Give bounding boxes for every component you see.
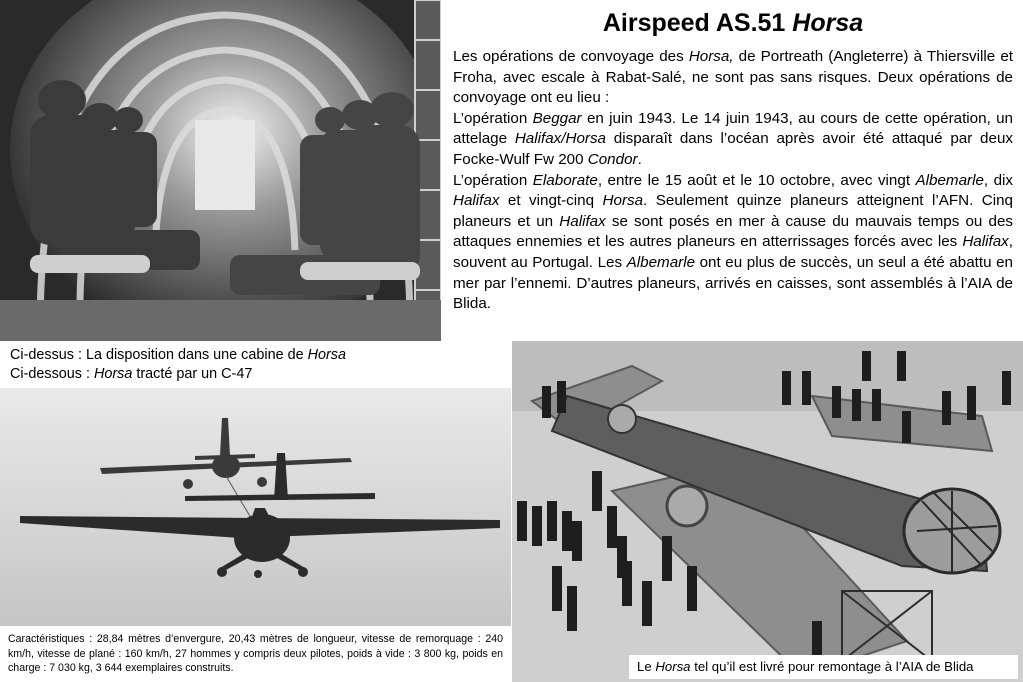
- text-run: . Seulement quinze planeurs atteignent l’AFN. Cinq planeurs et un: [453, 192, 1014, 230]
- text-run: en juin 1943. Le 14 juin 1943, au cours de cette opération, un attelage: [453, 109, 1013, 148]
- text-run: .: [637, 150, 642, 168]
- text-run: Albemarle: [915, 171, 984, 189]
- text-run: Halifax: [559, 212, 606, 230]
- text-run: , entre le 15 août et le 10 octobre, avec vingt: [597, 171, 916, 189]
- text-run: Les opérations de convoyage des: [453, 48, 689, 65]
- paragraph-elaborate: [453, 171, 1013, 315]
- caption-line-above: Ci-dessus : La disposition dans une cabine de Horsa: [10, 347, 346, 363]
- body-text: [453, 47, 1013, 315]
- text-run: Albemarle: [626, 253, 696, 271]
- caption-line-below: Ci-dessous : Horsa tracté par un C-47: [10, 366, 253, 382]
- text-run: Beggar: [532, 109, 582, 127]
- text-run: ont eu plus de succès, un seul a été abattu en mer par l’ennemi. D’autres planeurs, arrivés en caisses, sont assemblés à l’AIA de Blida.: [453, 253, 1013, 313]
- text-run: disparaît dans l’océan après avoir été attaqué par deux Focke-Wulf Fw 200: [453, 130, 1013, 168]
- text-run: Halifax: [453, 192, 500, 210]
- cabin-photo: [0, 0, 441, 341]
- text-run: Horsa,: [688, 48, 734, 65]
- text-run: L’opération: [453, 171, 533, 189]
- page-title-italic: Horsa: [792, 9, 864, 37]
- text-run: se sont posés en mer à cause du mauvais temps ou des attaques ennemies et les autres planeurs en atterrissages forcés avec les: [453, 212, 1013, 251]
- text-run: L’opération: [453, 109, 533, 127]
- text-run: Elaborate: [532, 171, 598, 189]
- paragraph-beggar: [453, 109, 1013, 171]
- text-run: de Portreath (Angleterre) à Thiersville et Froha, avec escale à Rabat-Salé, ne sont pas sans risques. Deux opérations de convoyage ont eu lieu :: [453, 48, 1013, 107]
- specifications-caption: Caractéristiques : 28,84 mètres d’envergure, 20,43 mètres de longueur, vitesse de remorquage : 240 km/h, vitesse de plané : 160 km/h, 27 hommes y compris deux pilotes, poids à vide : 3 800 kg, poids en charge : 7 030 kg, 3 644 exemplaires construits.: [0, 626, 511, 682]
- text-run: Condor: [587, 150, 638, 168]
- disassembled-glider-photo: [512, 341, 1023, 682]
- text-run: Halifax: [962, 233, 1009, 251]
- paragraph-intro: [453, 47, 1013, 109]
- page-title-main: Airspeed AS.51: [602, 9, 786, 37]
- text-run: , dix: [983, 171, 1013, 189]
- text-run: , souvent au Portugal. Les: [453, 233, 1013, 271]
- text-run: Horsa: [602, 192, 644, 210]
- caption-photo-right: Le Horsa tel qu’il est livré pour remontage à l’AIA de Blida: [629, 655, 1018, 679]
- caption-photos-left: [10, 346, 500, 384]
- text-run: et vingt-cinq: [499, 192, 603, 210]
- page-title: [452, 6, 1014, 40]
- text-run: Halifax/Horsa: [514, 130, 606, 148]
